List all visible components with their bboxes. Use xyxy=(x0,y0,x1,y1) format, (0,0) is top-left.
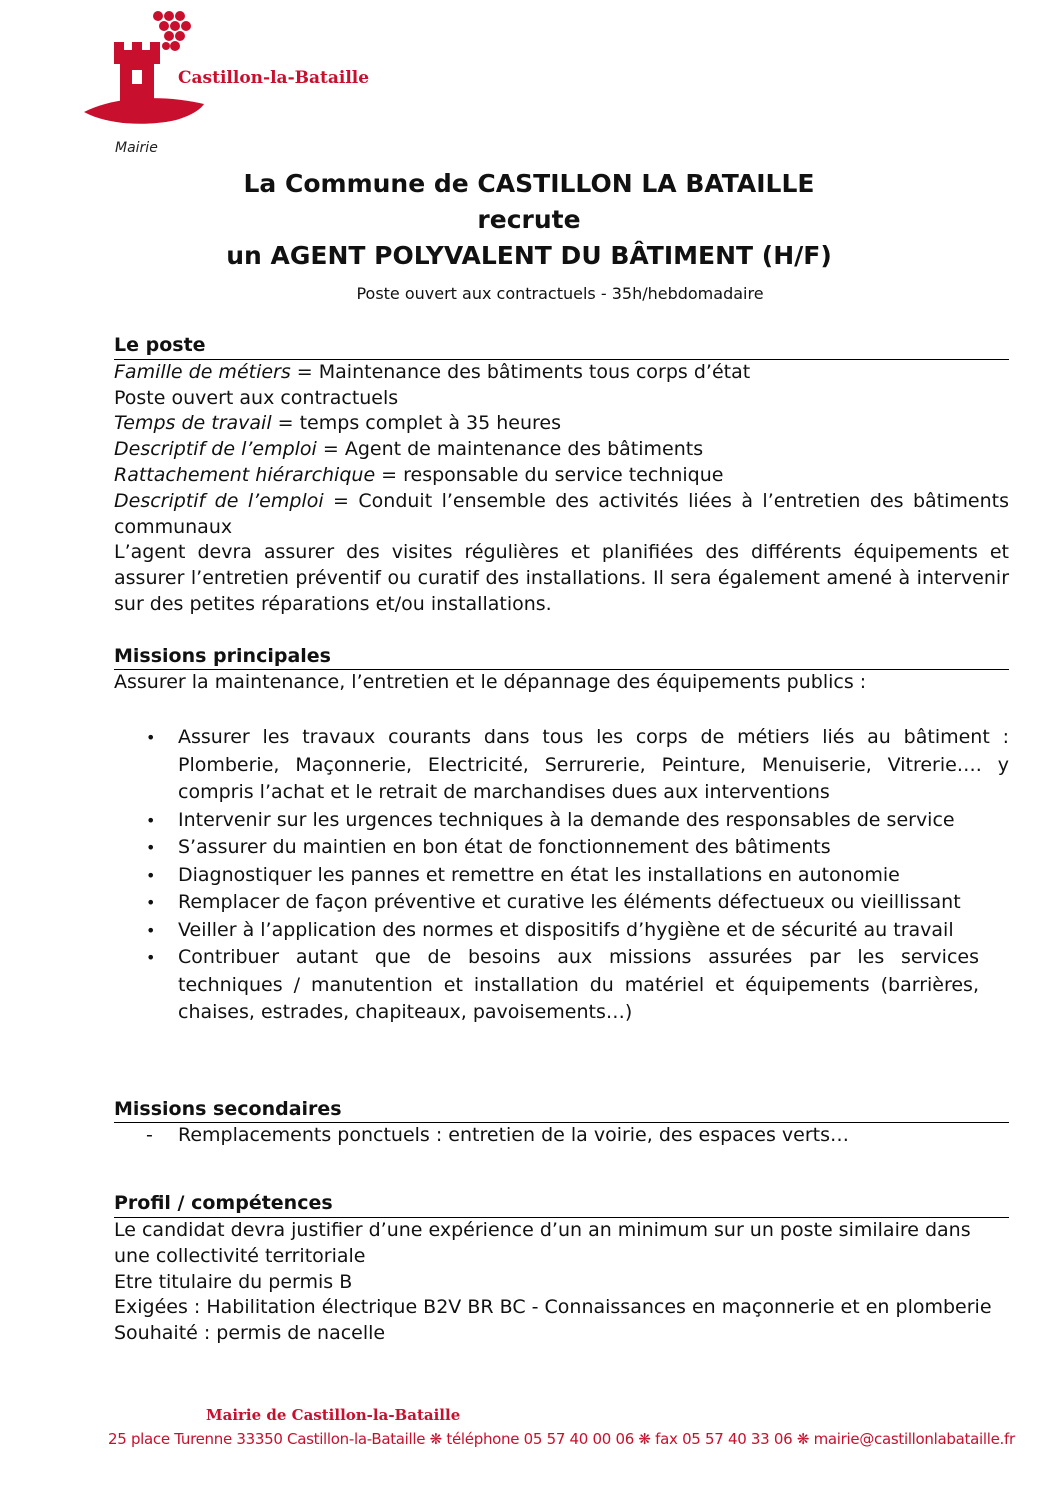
missions-secondaires-list xyxy=(114,1123,1009,1149)
footer-address: 25 place Turenne 33350 Castillon-la-Bataille ❋ téléphone 05 57 40 00 06 ❋ fax 05 57 40 33 06 ❋ mairie@castillonlabataille.fr xyxy=(108,1430,1015,1448)
footer-org-name: Mairie de Castillon-la-Bataille xyxy=(206,1406,461,1424)
title-line-1: La Commune de CASTILLON LA BATAILLE xyxy=(243,169,815,198)
list-item: • Veiller à l’application des normes et dispositifs d’hygiène et de sécurité au travail xyxy=(114,917,1009,945)
profil-line: Etre titulaire du permis B xyxy=(114,1270,353,1293)
section-heading-missions-secondaires: Missions secondaires xyxy=(114,1097,1009,1124)
temps-line xyxy=(114,411,1009,437)
list-item: • Diagnostiquer les pannes et remettre en état les installations en autonomie xyxy=(114,862,1009,890)
descriptif-label-1: Descriptif de l’emploi xyxy=(114,438,317,461)
list-item: • Contribuer autant que de besoins aux missions assurées par les services techniques / manutention et installation du matériel et équipements (barrières, chaises, estrades, chapiteaux, pavoisements…) xyxy=(114,944,1009,1027)
famille-line xyxy=(114,360,1009,386)
list-item: • Assurer les travaux courants dans tous les corps de métiers liés au bâtiment : Plomberie, Maçonnerie, Electricité, Serrurerie, Peinture, Menuiserie, Vitrerie…. y compris l’achat et le retrait de marchandises dues aux interventions xyxy=(114,724,1009,807)
rattachement-label: Rattachement hiérarchique xyxy=(114,463,376,486)
profil-line: Exigées : Habilitation électrique B2V BR BC - Connaissances en maçonnerie et en plomberie xyxy=(114,1296,992,1319)
missions-intro: Assurer la maintenance, l’entretien et le dépannage des équipements publics : xyxy=(114,671,867,694)
temps-value: = temps complet à 35 heures xyxy=(271,412,562,435)
rattachement-value: = responsable du service technique xyxy=(375,463,724,486)
section-heading-profil: Profil / compétences xyxy=(114,1191,1009,1218)
contractuels-line: Poste ouvert aux contractuels xyxy=(114,386,399,409)
profil-line: Le candidat devra justifier d’une expérience d’un an minimum sur un poste similaire dans une collectivité territoriale xyxy=(114,1219,971,1267)
title-line-2: recrute xyxy=(477,205,581,234)
page-title xyxy=(0,166,1058,274)
title-line-3: un AGENT POLYVALENT DU BÂTIMENT (H/F) xyxy=(226,241,832,270)
descriptif-line-1 xyxy=(114,437,1009,463)
logo-town-name: Castillon-la-Bataille xyxy=(178,68,370,88)
rattachement-line xyxy=(114,463,1009,489)
poste-paragraph: L’agent devra assurer des visites régulières et planifiées des différents équipements et assurer l’entretien préventif ou curatif des installations. Il sera également amené à intervenir sur des petites réparations et/ou installations. xyxy=(114,541,1009,615)
descriptif-label-2: Descriptif de l’emploi xyxy=(114,489,324,512)
town-logo xyxy=(80,8,400,168)
descriptif-line-2 xyxy=(114,489,1009,541)
document-body xyxy=(114,333,1009,1347)
section-heading-le-poste: Le poste xyxy=(114,333,1009,360)
logo-mairie-label: Mairie xyxy=(115,140,158,156)
subtitle: Poste ouvert aux contractuels - 35h/hebdomadaire xyxy=(356,284,764,303)
list-item: • Remplacer de façon préventive et curative les éléments défectueux ou vieillissant xyxy=(114,889,1009,917)
descriptif-value-2: = Conduit l’ensemble des activités liées à l’entretien des bâtiments communaux xyxy=(114,489,1009,538)
famille-label: Famille de métiers xyxy=(114,360,291,383)
profil-line: Souhaité : permis de nacelle xyxy=(114,1322,386,1345)
list-item: - Remplacements ponctuels : entretien de la voirie, des espaces verts… xyxy=(114,1123,1009,1149)
section-heading-missions-principales: Missions principales xyxy=(114,644,1009,671)
missions-principales-list xyxy=(114,724,1009,1027)
list-item: • S’assurer du maintien en bon état de fonctionnement des bâtiments xyxy=(114,834,1009,862)
list-item: • Intervenir sur les urgences techniques à la demande des responsables de service xyxy=(114,807,1009,835)
descriptif-value-1: = Agent de maintenance des bâtiments xyxy=(316,438,704,461)
famille-value: = Maintenance des bâtiments tous corps d’état xyxy=(290,360,751,383)
temps-label: Temps de travail xyxy=(114,412,272,435)
